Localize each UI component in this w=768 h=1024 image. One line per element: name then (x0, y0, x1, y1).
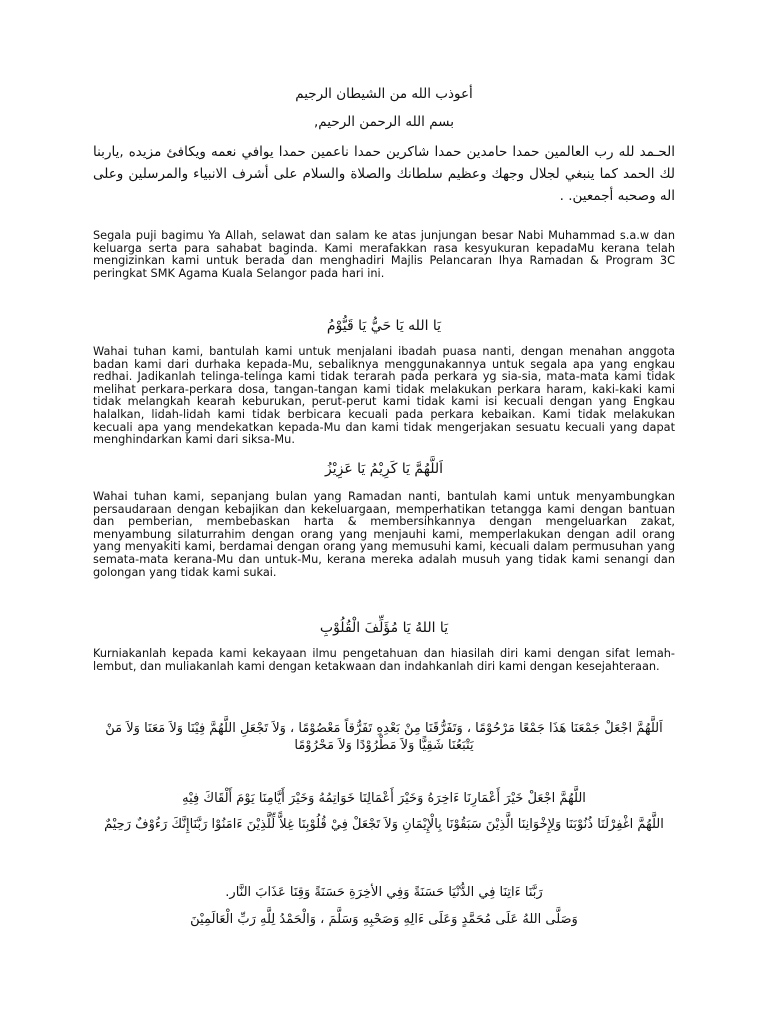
closing-prayer-2: اللَّهُمَّ اجْعَلْ خَيْرَ أَعْمَارِنَا ءَاخِرَهُ وَخَيْرَ أَعْمَالِنَا خَوَاتِمُهُ وَخَيْرَ أَيَّامِنَا يَوْمَ أَلْقَاكَ فِيْهِ (182, 791, 586, 806)
closing-prayer-5: وَصَلَّى اللهُ عَلَى مُحَمَّدٍ وَعَلَى ءَالِهِ وَصَحْبِهِ وَسَلَّمَ ، وَالْحَمْدُ لِلَّهِ رَبِّ الْعَالَمِيْنَ (190, 912, 578, 927)
section-2-paragraph: Wahai tuhan kami, sepanjang bulan yang Ramadan nanti, bantulah kami untuk menyambungkan persaudaraan dengan kebajikan dan kekeluargaan, memperhatikan tetangga kami dengan bantuan dan pemberian, membebaskan harta & membersihkannya dengan mengeluarkan zakat, menyambung silaturrahim dengan orang yang menjauhi kami, memperlakukan dengan adil orang yang menyakiti kami, berdamai dengan orang yang memusuhi kami, kecuali dalam permusuhan yang semata-mata kerana-Mu dan untuk-Mu, kerana mereka adalah musuh yang tidak kami senangi dan golongan yang tidak kami sukai. (93, 490, 675, 579)
closing-prayer-3: اللَّهُمَّ اغْفِرْلَنَا ذُنُوْبَنَا وَلِإِخْوَانِنَا الَّذِيْنَ سَبَقُوْنَا بِالْإِيْمَانِ وَلاَ تَجْعَلْ فِيْ قُلُوْبِنَا غِلاًّ لِّلَّذِيْنَ ءَامَنُوْا رَبَّنَاإِنَّكَ رَءُوْفٌ رَحِيْمٌ (104, 817, 664, 832)
section-3-paragraph: Kurniakanlah kepada kami kekayaan ilmu pengetahuan dan hiasilah diri kami dengan sifat lemah-lembut, dan muliakanlah kami dengan ketakwaan dan indahkanlah diri kami dengan kesejahteraan. (93, 647, 675, 673)
closing-prayer-4: رَبَّنَا ءَاتِنَا فِي الدُّنْيَا حَسَنَةً وَفِي الأخِرَةِ حَسَنَةً وَقِنَا عَذَابَ النَّار. (225, 885, 543, 900)
closing-prayer-1: اَللَّهُمَّ اجْعَلْ جَمْعَنَا هَذَا جَمْعًا مَرْحُوْمًا ، وَتَفَرُّقَنَا مِنْ بَعْدِهِ تَفَرُّقاً مَعْصُوْمًا ، وَلاَ تَجْعَلِ اللَّهُمَّ فِيْنَا وَلاَ مَعَنَا وَلاَ مَنْ يَتْبَعُنَا شَقِيًّا وَلاَ مَطْرُوْدًا وَلاَ مَحْرُوْمًا (105, 721, 663, 753)
invocation-1: يَا الله يَا حَيُّ يَا قَيُّوْمُ (326, 318, 442, 334)
hamdalah-paragraph: الحـمد لله رب العالمين حمدا حامدين حمدا شاكرين حمدا ناعمين حمدا يوافي نعمه ويكافئ مزيده ,ياربنا لك الحمد كما ينبغي لجلال وجهك وعظيم سلطانك والصلاة والسلام على أشرف الانبياء والمرسلين وعلى اله وصحبه أجمعين. . (93, 144, 675, 204)
invocation-3: يَا اللهُ يَا مُؤَلِّفَ الْقُلُوْبِ (319, 620, 449, 636)
section-1-paragraph: Wahai tuhan kami, bantulah kami untuk menjalani ibadah puasa nanti, dengan menahan anggota badan kami dari durhaka kepada-Mu, sebaliknya menggunakannya untuk segala apa yang engkau redhai. Jadikanlah telinga-telinga kami tidak terarah pada perkara yg sia-sia, mata-mata kami tidak melihat perkara-perkara dosa, tangan-tangan kami tidak melakukan perkara haram, kaki-kaki kami tidak melangkah kearah keburukan, perut-perut kami tidak kami isi kecuali dengan yang Engkau halalkan, lidah-lidah kami tidak berbicara kecuali pada perkara kebaikan. Kami tidak melakukan kecuali apa yang mendekatkan kepada-Mu dan kami tidak mengerjakan sesuatu kecuali yang dapat menghindarkan kami dari siksa-Mu. (93, 345, 675, 447)
basmalah-line: بسم الله الرحمن الرحيم, (314, 114, 454, 130)
intro-paragraph: Segala puji bagimu Ya Allah, selawat dan salam ke atas junjungan besar Nabi Muhammad s.a.w dan keluarga serta para sahabat baginda. Kami merafakkan rasa kesyukuran kepadaMu kerana telah mengizinkan kami untuk berada dan menghadiri Majlis Pelancaran Ihya Ramadan & Program 3C peringkat SMK Agama Kuala Selangor pada hari ini. (93, 229, 675, 280)
invocation-2: اَللَّهُمَّ يَا كَرِيْمُ يَا عَزِيْزُ (325, 461, 443, 477)
taawuz-line: أعوذب الله من الشيطان الرجيم (295, 86, 473, 102)
